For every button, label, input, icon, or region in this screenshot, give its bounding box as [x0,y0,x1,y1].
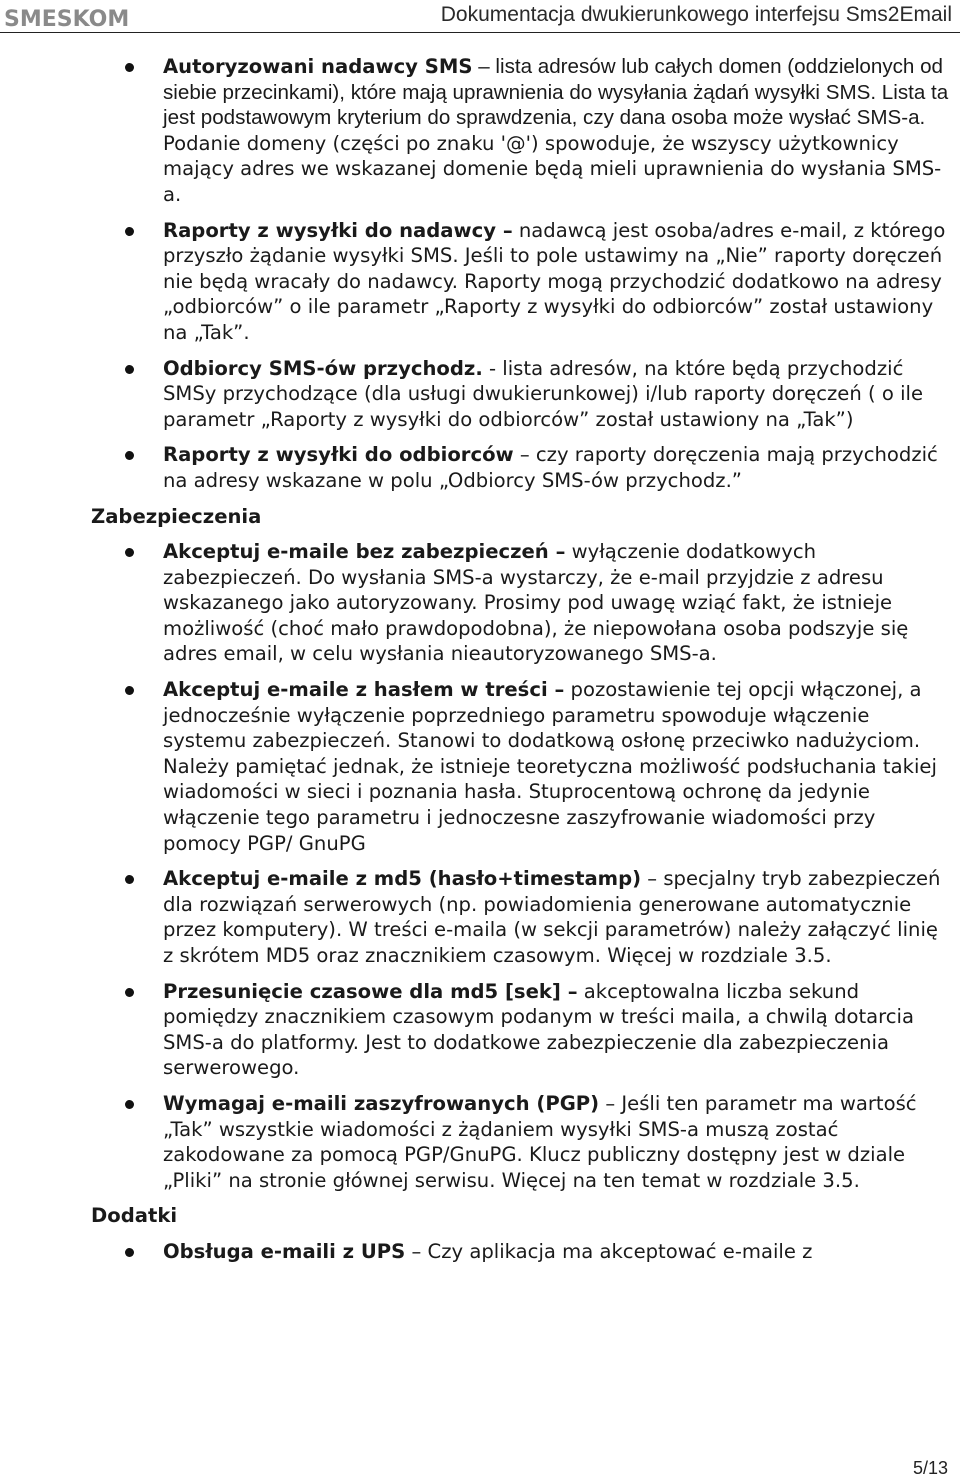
item-description: nadawcą jest osoba/adres e-mail, z którego przyszło żądanie wysyłki SMS. Jeśli to pole ustawimy na „Nie” raporty doręczeń nie będą wracały do nadawcy. Raporty mogą przychodzić dodatkowo na adresy „odbiorców” o ile parametr „Raporty z wysyłki do odbiorców” został ustawiony na „Tak”. [163,218,946,344]
item-term: Akceptuj e-maile bez zabezpieczeń – [163,540,566,564]
bullet-icon [125,548,134,557]
list-item [0,1091,960,1193]
list-item [0,356,960,433]
list-item-text [163,218,952,346]
list-item [0,866,960,968]
page-number: 5/13 [912,1458,948,1478]
item-term: Akceptuj e-maile z md5 (hasło+timestamp) [163,867,642,891]
list-item [0,539,960,667]
item-term: Raporty z wysyłki do odbiorców [163,443,514,467]
smeskom-logo [4,4,162,30]
item-description: – Czy aplikacja ma akceptować e-maile z [405,1239,813,1263]
item-description: akceptowalna liczba sekund pomiędzy znacznikiem czasowym podanym w treści maila, a chwilą dotarcia SMS-a do platformy. Jest to dodatkowe zabezpieczenie dla zabezpieczenia serwerowego. [163,979,914,1080]
bullet-icon [125,875,134,884]
bullet-icon [125,1248,134,1257]
item-term: Odbiorcy SMS-ów przychodz. [163,356,483,380]
list-item-text [163,1239,952,1265]
bullet-icon [125,227,134,236]
item-term: Autoryzowani nadawcy SMS [163,55,473,78]
list-item [0,54,960,208]
item-term: Przesunięcie czasowe dla md5 [sek] – [163,979,578,1003]
bullet-icon [125,988,134,997]
item-description: – Jeśli ten parametr ma wartość „Tak” wszystkie wiadomości z żądaniem wysyłki SMS-a muszą zostać zakodowane za pomocą PGP/GnuPG. Klucz publiczny dostępny jest w dziale „Pliki” na stronie głównej serwisu. Więcej na ten temat w rozdziale 3.5. [163,1091,917,1192]
smeskom-logo-graphic [4,4,162,30]
bullet-icon [125,686,134,695]
list-item [0,218,960,346]
list-item-text [163,866,952,968]
item-description: – lista adresów lub całych domen (oddzielonych od siebie przecinkami), które mają uprawnienia do wysyłania żądań wysyłki SMS. Lista ta jest podstawowym kryterium do sprawdzenia, czy dana osoba może wysłać SMS-a. [163,55,949,130]
section-heading-security: Zabezpieczenia [91,504,262,528]
header-divider [0,32,960,33]
section-heading-addons: Dodatki [91,1204,178,1228]
list-item [0,979,960,1081]
document-body [0,54,960,1275]
logo-letters: SMESKOM [4,7,130,30]
bullet-icon [125,1100,134,1109]
bullet-icon [125,365,134,374]
list-item [0,677,960,856]
item-description: – specjalny tryb zabezpieczeń dla rozwiązań serwerowych (np. powiadomienia generowane automatycznie przez komputery). W treści e-maila (w sekcji parametrów) należy załączyć linię z skrótem MD5 oraz znacznikiem czasowym. Więcej w rozdziale 3.5. [163,867,941,967]
item-term: Obsługa e-maili z UPS [163,1239,406,1263]
list-item-text [163,54,952,208]
item-term: Raporty z wysyłki do nadawcy – [163,218,513,242]
bullet-icon [125,63,134,72]
item-term: Akceptuj e-maile z hasłem w treści – [163,678,565,702]
list-item-text [163,356,952,433]
list-item-text [163,442,952,493]
item-term: Wymagaj e-maili zaszyfrowanych (PGP) [163,1091,600,1115]
list-item-text [163,539,952,667]
list-item [0,442,960,493]
page-header [0,0,960,34]
item-description: – czy raporty doręczenia mają przychodzić na adresy wskazane w polu „Odbiorcy SMS-ów przychodz.” [163,443,938,492]
item-description: Podanie domeny (części po znaku '@') spowoduje, że wszyscy użytkownicy mający adres we wskazanej domenie będą mieli uprawnienia do wysłania SMS-a. [163,131,942,206]
item-description: wyłączenie dodatkowych zabezpieczeń. Do wysłania SMS-a wystarczy, że e-mail przyjdzie z adresu wskazanego jako autoryzowany. Prosimy pod uwagę wziąć fakt, że istnieje możliwość (choć mało prawdopodobna), że niepowołana osoba podszyje się adres email, w celu wysłania nieautoryzowanego SMS-a. [163,540,909,666]
list-item-text [163,1091,952,1193]
list-item [0,1239,960,1265]
bullet-icon [125,451,134,460]
item-description: pozostawienie tej opcji włączonej, a jednocześnie wyłączenie poprzedniego parametru spowoduje włączenie systemu zabezpieczeń. Stanowi to dodatkową osłonę przeciwko nadużyciom. Należy pamiętać jednak, że istnieje teoretyczna możliwość podsłuchania takiej wiadomości w sieci i poznania hasła. Stuprocentową ochronę da jedynie włączenie tego parametru i jednoczesne zaszyfrowanie wiadomości przy pomocy PGP/ GnuPG [163,678,937,855]
document-title: Dokumentacja dwukierunkowego interfejsu Sms2Email [440,3,952,26]
item-description: - lista adresów, na które będą przychodzić SMSy przychodzące (dla usługi dwukierunkowej) i/lub raporty doręczeń ( o ile parametr „Raporty z wysyłki do odbiorców” został ustawiony na „Tak”) [163,356,924,431]
list-item-text [163,677,952,856]
list-item-text [163,979,952,1081]
